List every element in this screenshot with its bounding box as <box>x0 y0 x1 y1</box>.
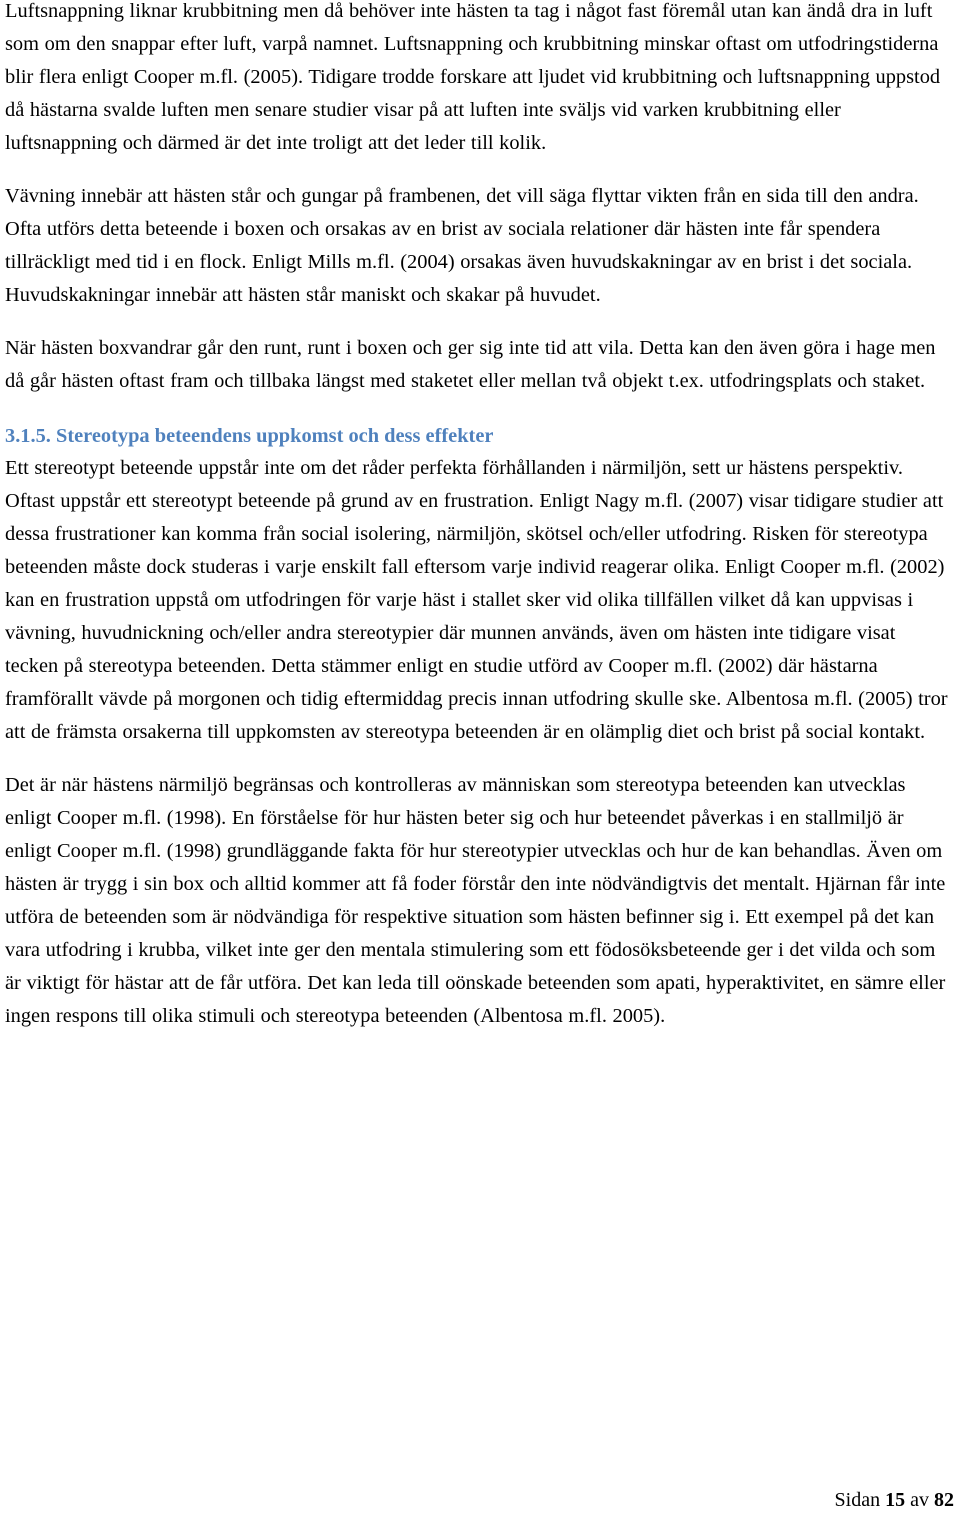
section-number: 3.1.5. <box>5 425 51 447</box>
footer-page: 15 <box>885 1489 906 1511</box>
footer-separator: av <box>910 1489 929 1511</box>
footer-total: 82 <box>934 1489 954 1511</box>
paragraph-stereotype-origin: Ett stereotypt beteende uppstår inte om det råder perfekta förhållanden i närmiljön, sett ur hästens perspektiv. Oftast uppstår ett stereotypt beteende på grund av en frustration. Enligt Nagy m.fl. (2007) visar tidigare studier att dessa frustrationer kan komma från social isolering, närmiljön, skötsel och/eller utfodring. Risken för stereotypa beteenden måste dock studeras i varje enskilt fall eftersom varje individ reagerar olika. Enligt Cooper m.fl. (2002) kan en frustration uppstå om utfodringen för varje häst i stallet sker vid olika tillfällen vilket då kan uppvisas i vävning, huvudnickning och/eller andra stereotypier där munnen används, även om hästen inte tidigare visat tecken på stereotypa beteenden. Detta stämmer enligt en studie utförd av Cooper m.fl. (2002) där hästarna framförallt vävde på morgonen och tidig eftermiddag precis innan utfodring skulle ske. Albentosa m.fl. (2005) tror att de främsta orsakerna till uppkomsten av stereotypa beteenden är en olämplig diet och brist på social kontakt. <box>5 457 948 743</box>
section-title: Stereotypa beteendens uppkomst och dess effekter <box>56 425 494 447</box>
footer-prefix: Sidan <box>834 1489 881 1511</box>
section-heading <box>5 420 953 452</box>
page-number-footer <box>835 1487 954 1513</box>
paragraph-air-sucking: Luftsnappning liknar krubbitning men då behöver inte hästen ta tag i något fast föremål utan kan ändå dra in luft som om den snappar efter luft, varpå namnet. Luftsnappning och krubbitning minskar oftast om utfodringstiderna blir flera enligt Cooper m.fl. (2005). Tidigare trodde forskare att ljudet vid krubbitning och luftsnappning uppstod då hästarna svalde luften men senare studier visar på att luften inte sväljs vid varken krubbitning eller luftsnappning och därmed är det inte troligt att det leder till kolik. <box>5 0 941 154</box>
paragraph-box-walking: När hästen boxvandrar går den runt, runt i boxen och ger sig inte tid att vila. Detta kan den även göra i hage men då går hästen oftast fram och tillbaka längst med staketet eller mellan två objekt t.ex. utfodringsplats och staket. <box>5 337 936 392</box>
document-page <box>5 0 953 1033</box>
paragraph-weaving: Vävning innebär att hästen står och gungar på frambenen, det vill säga flyttar vikten från en sida till den andra. Ofta utförs detta beteende i boxen och orsakas av en brist av sociala relationer där hästen inte får spendera tillräckligt med tid i en flock. Enligt Mills m.fl. (2004) orsakas även huvudskakningar av en brist i det sociala. Huvudskakningar innebär att hästen står maniskt och skakar på huvudet. <box>5 185 919 306</box>
paragraph-environment: Det är när hästens närmiljö begränsas och kontrolleras av människan som stereotypa beteenden kan utvecklas enligt Cooper m.fl. (1998). En förståelse för hur hästen beter sig och hur beteendet påverkas i en stallmiljö är enligt Cooper m.fl. (1998) grundläggande fakta för hur stereotypier utvecklas och hur de kan behandlas. Även om hästen är trygg i sin box och alltid kommer att få foder förstår den inte nödvändigtvis det mentalt. Hjärnan får inte utföra de beteenden som är nödvändiga för respektive situation som hästen befinner sig i. Ett exempel på det kan vara utfodring i krubba, vilket inte ger den mentala stimulering som ett födosöksbeteende ger i det vilda och som är viktigt för hästar att de får utföra. Det kan leda till oönskade beteenden som apati, hyperaktivitet, en sämre eller ingen respons till olika stimuli och stereotypa beteenden (Albentosa m.fl. 2005). <box>5 774 946 1027</box>
